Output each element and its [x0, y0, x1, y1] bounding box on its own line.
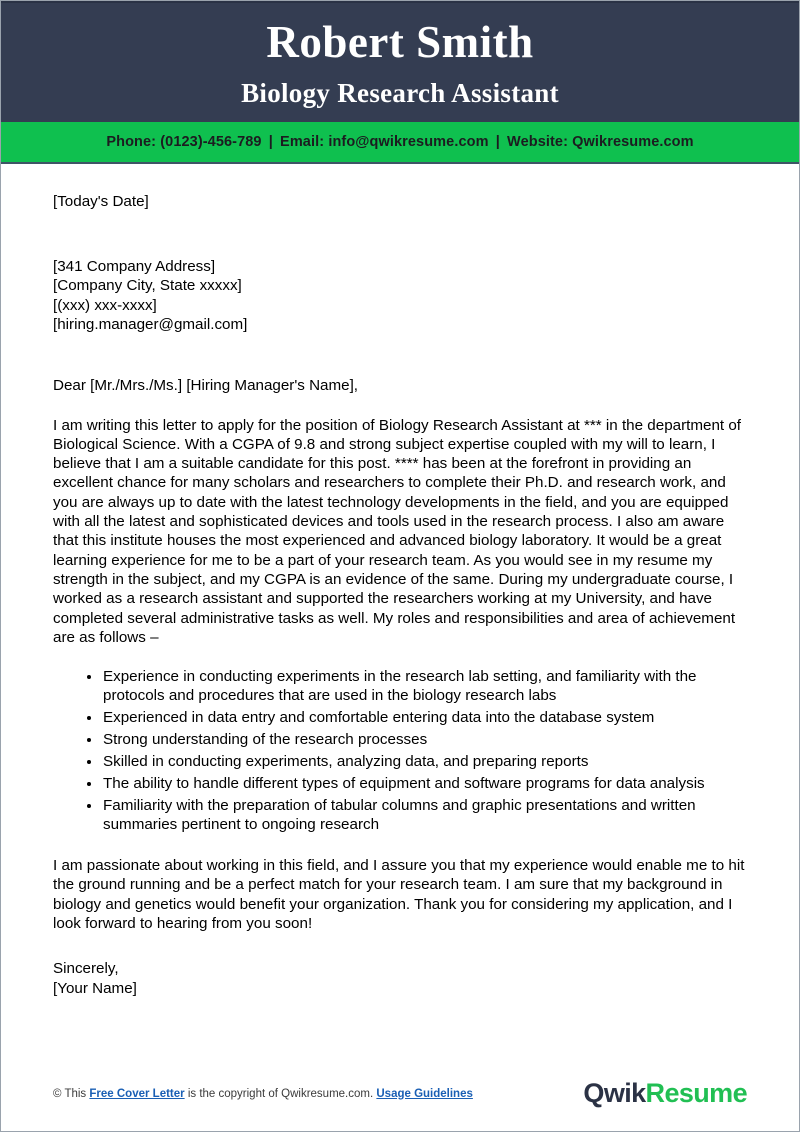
recipient-address-line: [hiring.manager@gmail.com] [53, 315, 248, 333]
recipient-address-line: [(xxx) xxx-xxxx] [53, 296, 157, 314]
document-footer [1, 1078, 799, 1109]
logo-text-qwik: Qwik [583, 1078, 646, 1108]
document-header [1, 1, 799, 122]
salutation: Dear [Mr./Mrs./Ms.] [Hiring Manager's Name], [53, 377, 359, 395]
sign-off: Sincerely, [53, 960, 119, 978]
list-item: Experienced in data entry and comfortable entering data into the database system [87, 708, 747, 727]
signature-name: [Your Name] [53, 979, 137, 997]
letter-body [1, 164, 799, 998]
qualifications-list [53, 667, 747, 834]
contact-line [106, 134, 693, 150]
opening-paragraph: I am writing this letter to apply for the position of Biology Research Assistant at *** in the department of Biological Science. With a CGPA of 9.8 and strong subject expertise coupled with my will to learn, I believe that I am a suitable candidate for this post. **** has been at the forefront in providing an excellent chance for many scholars and researchers to complete their Ph.D. and research work, and you are always up to date with the latest technology developments in the field, and you are equipped with all the latest and sophisticated devices and tools used in the research process. I also am aware that this institute houses the most experienced and advanced biology laboratory. It would be a great learning experience for me to be a part of your research team. As you would see in my resume my strength in the subject, and my CGPA is an evidence of the same. During my undergraduate course, I worked as a research assistant and supported the researchers working at my University, and have completed several administrative tasks as well. My roles and responsibilities and area of achievement are as follows – [53, 416, 742, 646]
website-value[interactable]: Qwikresume.com [572, 133, 694, 150]
date-placeholder: [Today's Date] [53, 192, 149, 210]
copyright-notice [53, 1088, 473, 1100]
logo-text-resume: Resume [645, 1078, 747, 1108]
email-value[interactable]: info@qwikresume.com [328, 133, 489, 150]
recipient-address-line: [341 Company Address] [53, 258, 216, 276]
applicant-job-title: Biology Research Assistant [241, 78, 559, 109]
usage-guidelines-link[interactable]: Usage Guidelines [376, 1087, 473, 1100]
list-item: Experience in conducting experiments in the research lab setting, and familiarity with the protocols and procedures that are used in the biology research labs [87, 667, 747, 705]
recipient-address-line: [Company City, State xxxxx] [53, 277, 242, 295]
list-item: Strong understanding of the research processes [87, 730, 747, 749]
contact-separator-2: | [495, 133, 500, 150]
email-label: Email: [280, 133, 325, 150]
copyright-middle: is the copyright of Qwikresume.com. [187, 1087, 374, 1100]
list-item: The ability to handle different types of equipment and software programs for data analysis [87, 774, 747, 793]
list-item: Familiarity with the preparation of tabular columns and graphic presentations and written summaries pertinent to ongoing research [87, 796, 747, 834]
phone-label: Phone: [106, 133, 157, 150]
free-cover-letter-link[interactable]: Free Cover Letter [89, 1087, 185, 1100]
copyright-prefix: © This [53, 1087, 87, 1100]
applicant-name: Robert Smith [266, 17, 534, 67]
signature-block [53, 959, 747, 998]
closing-paragraph: I am passionate about working in this field, and I assure you that my experience would enable me to hit the ground running and be a perfect match for your research team. I am sure that my background in biology and genetics would benefit your organization. Thank you for considering my application, and I look forward to hearing from you soon! [53, 857, 745, 933]
recipient-address-block [53, 257, 747, 334]
list-item: Skilled in conducting experiments, analyzing data, and preparing reports [87, 752, 747, 771]
website-label: Website: [507, 133, 569, 150]
qwikresume-logo[interactable] [583, 1078, 747, 1109]
contact-separator-1: | [268, 133, 273, 150]
contact-bar [1, 122, 799, 164]
phone-value: (0123)-456-789 [160, 133, 262, 150]
